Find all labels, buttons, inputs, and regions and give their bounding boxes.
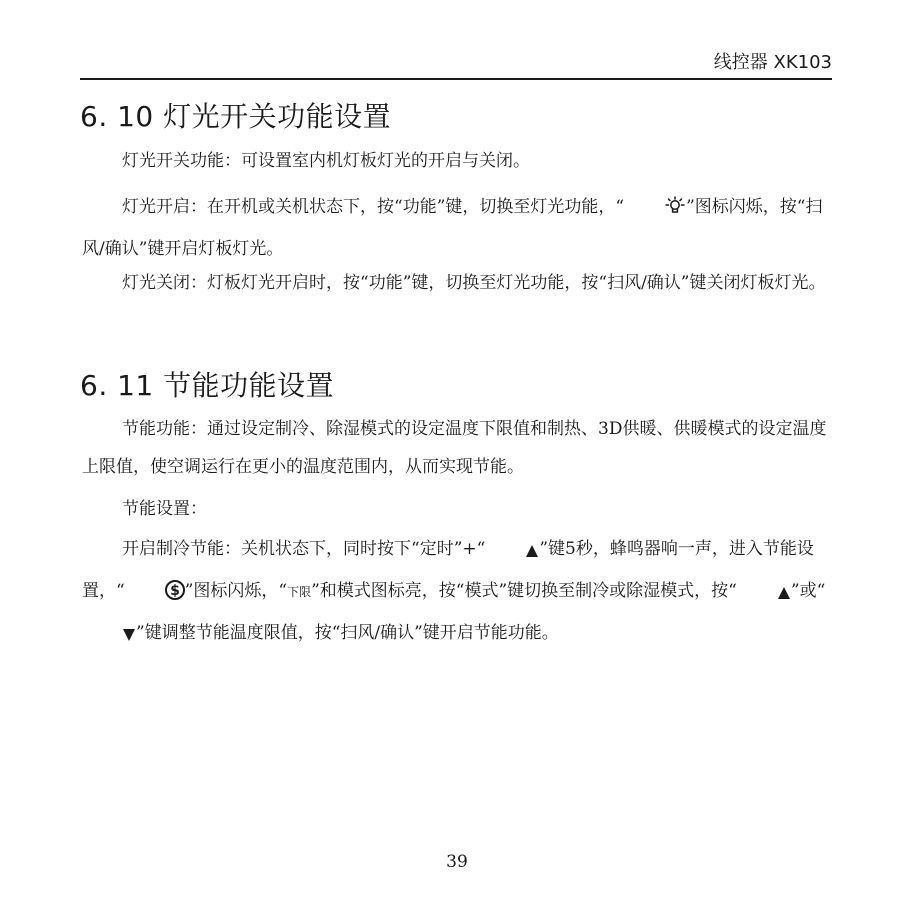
dollar-circle-icon <box>125 576 185 614</box>
down-triangle-icon <box>82 618 136 656</box>
header-rule <box>80 78 832 80</box>
energy-intro-paragraph: 节能功能：通过设定制冷、除湿模式的设定温度下限值和制热、3D供暖、供暖模式的设定温度上限值，使空调运行在更小的温度范围内，从而实现节能。 <box>82 419 827 477</box>
lower-limit-label: 下限 <box>287 585 312 599</box>
up-triangle-icon <box>737 576 791 614</box>
section-heading-6-11: 6. 11 节能功能设置 <box>80 369 335 402</box>
energy-cool-paragraph: 开启制冷节能：关机状态下，同时按下“定时”+“ ”键5秒，蜂鸣器响一声，进入节能设置，“ $ ”图标闪烁，“下限”和模式图标亮，按“模式”键切换至制冷或除湿模式，按“ ”或“”键调整节能温度限值，按“扫风/确认”键开启节能功能。 <box>82 530 834 656</box>
light-bulb-icon <box>624 192 686 230</box>
page-number: 39 <box>446 852 468 872</box>
section-heading-6-10: 6. 10 灯光开关功能设置 <box>80 100 392 133</box>
header-title: 线控器 XK103 <box>713 52 832 73</box>
energy-setting-label: 节能设置： <box>122 499 207 519</box>
light-off-paragraph: 灯光关闭：灯板灯光开启时，按“功能”键，切换至灯光功能，按“扫风/确认”键关闭灯板灯光。 <box>122 273 826 293</box>
up-triangle-icon <box>485 534 539 572</box>
light-intro-paragraph: 灯光开关功能：可设置室内机灯板灯光的开启与关闭。 <box>122 151 530 171</box>
light-on-paragraph: 灯光开启：在开机或关机状态下，按“功能”键，切换至灯光功能，“ ”图标闪烁，按“扫风/确认”键开启灯板灯光。 <box>82 188 834 268</box>
svg-text:$: $ <box>169 583 180 599</box>
